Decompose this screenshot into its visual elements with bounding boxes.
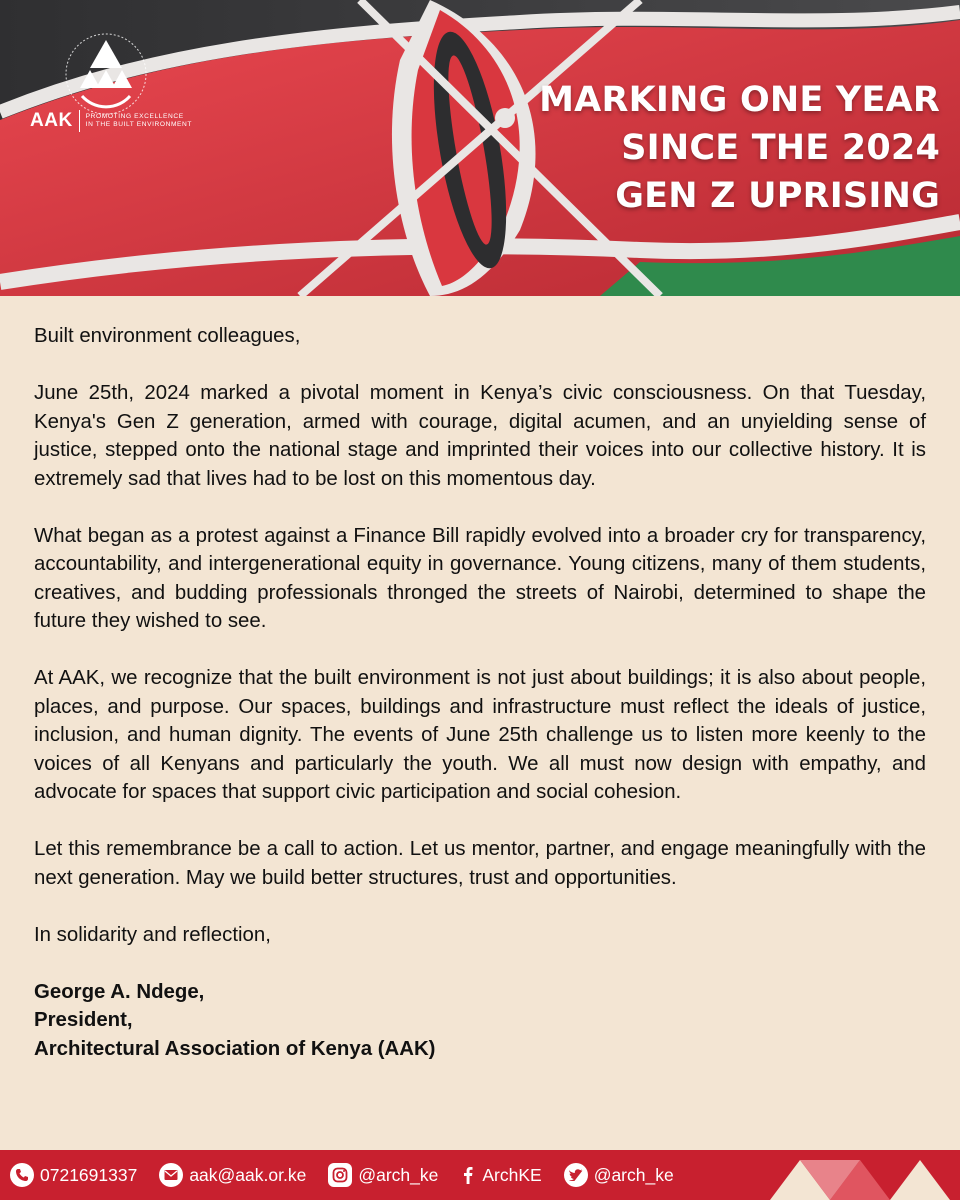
facebook-icon (460, 1163, 476, 1187)
logo-tagline-line2: IN THE BUILT ENVIRONMENT (85, 121, 193, 128)
headline-line1: MARKING ONE YEAR (539, 80, 940, 120)
footer-contact-bar (0, 1150, 960, 1200)
logo-tagline-line1: PROMOTING EXCELLENCE (85, 113, 184, 120)
footer-instagram[interactable] (328, 1163, 438, 1187)
email-address: aak@aak.or.ke (189, 1164, 307, 1185)
closing: In solidarity and reflection, (34, 923, 271, 946)
footer-phone[interactable] (10, 1163, 137, 1187)
signature-organization: Architectural Association of Kenya (AAK) (34, 1037, 436, 1060)
salutation: Built environment colleagues, (34, 325, 301, 347)
footer-facebook[interactable] (460, 1163, 541, 1187)
headline-line3: GEN Z UPRISING (615, 176, 940, 216)
twitter-icon (564, 1163, 588, 1187)
phone-icon (10, 1163, 34, 1187)
signature-name: George A. Ndege, (34, 980, 205, 1003)
paragraph-3: At AAK, we recognize that the built environment is not just about buildings; it is also about people, places, and purpose. Our spaces, buildings and infrastructure must reflect the ideals of justice, inclusion, and human dignity. The events of June 25th challenge us to listen more keenly to the voices of all Kenyans and particularly the youth. We all must now design with empathy, and advocate for spaces that support civic participation and social cohesion. (34, 667, 926, 803)
paragraph-1: June 25th, 2024 marked a pivotal moment in Kenya’s civic consciousness. On that Tuesday, Kenya's Gen Z generation, armed with courage, digital acumen, and an unyielding sense of justice, stepped onto the national stage and imprinted their voices into our collective history. It is extremely sad that lives had to be lost on this momentous day. (34, 382, 926, 490)
header-banner (0, 0, 960, 296)
instagram-handle: @arch_ke (358, 1164, 439, 1185)
signature-title: President, (34, 1009, 133, 1031)
logo-tagline (86, 113, 192, 129)
logo-divider (79, 110, 80, 132)
footer-email[interactable] (159, 1163, 306, 1187)
mail-icon (159, 1163, 183, 1187)
logo-abbr: AAK (30, 110, 73, 131)
twitter-handle: @arch_ke (593, 1164, 674, 1185)
phone-number: 0721691337 (40, 1164, 138, 1185)
paragraph-4: Let this remembrance be a call to action. Let us mentor, partner, and engage meaningfully with the next generation. May we build better structures, trust and opportunities. (34, 838, 926, 889)
instagram-icon (328, 1163, 352, 1187)
facebook-handle: ArchKE (482, 1164, 542, 1185)
aak-logo-wordmark (30, 110, 192, 132)
paragraph-2: What began as a protest against a Finance Bill rapidly evolved into a broader cry for transparency, accountability, and intergenerational equity in governance. Young citizens, many of them students, creatives, and budding professionals thronged the streets of Nairobi, determined to shape the future they wished to see. (34, 524, 926, 632)
page-title (420, 76, 940, 220)
footer-triangle-pattern (760, 1150, 960, 1200)
footer-twitter[interactable] (564, 1163, 674, 1187)
letter-body (34, 322, 926, 1063)
headline-line2: SINCE THE 2024 (621, 128, 940, 168)
